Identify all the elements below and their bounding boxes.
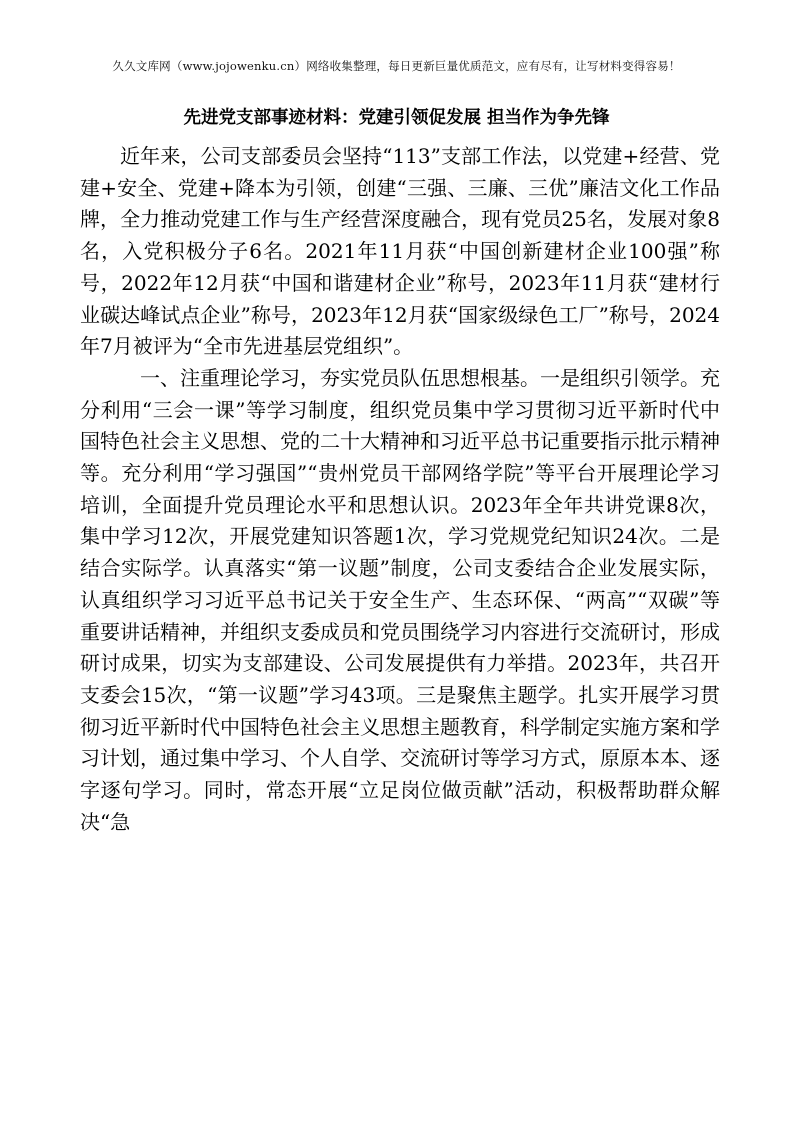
paragraph-section-1: 一、注重理论学习，夯实党员队伍思想根基。一是组织引领学。充分利用“三会一课”等学习制度，组织党员集中学习贯彻习近平新时代中国特色社会主义思想、党的二十大精神和习近平总书记重要指示批示精神等。充分利用“学习强国”“贵州党员干部网络学院”等平台开展理论学习培训，全面提升党员理论水平和思想认识。2023年全年共讲党课8次，集中学习12次，开展党建知识答题1次，学习党规党纪知识24次。二是结合实际学。认真落实“第一议题”制度，公司支委结合企业发展实际，认真组织学习习近平总书记关于安全生产、生态环保、“两高”“双碳”等重要讲话精神，并组织支委成员和党员围绕学习内容进行交流研讨，形成研讨成果，切实为支部建设、公司发展提供有力举措。2023年，共召开支委会15次，“第一议题”学习43项。三是聚焦主题学。扎实开展学习贯彻习近平新时代中国特色社会主义思想主题教育，科学制定实施方案和学习计划，通过集中学习、个人自学、交流研讨等学习方式，原原本本、逐字逐句学习。同时，常态开展“立足岗位做贡献”活动，积极帮助群众解决“急 [80, 365, 720, 834]
document-title: 先进党支部事迹材料：党建引领促发展 担当作为争先锋 [183, 108, 610, 128]
header-note: 久久文库网（www.jojowenku.cn）网络收集整理，每日更新巨量优质范文，应有尽有，让写材料变得容易！ [112, 59, 681, 73]
paragraph-intro: 近年来，公司支部委员会坚持“113”支部工作法，以党建+经营、党建+安全、党建+降本为引领，创建“三强、三廉、三优”廉洁文化工作品牌，全力推动党建工作与生产经营深度融合，现有党员25名，发展对象8名，入党积极分子6名。2021年11月获“中国创新建材企业100强”称号，2022年12月获“中国和谐建材企业”称号，2023年11月获“建材行业碳达峰试点企业”称号，2023年12月获“国家级绿色工厂”称号，2024年7月被评为“全市先进基层党组织”。 [80, 144, 720, 359]
document-body [80, 141, 720, 838]
